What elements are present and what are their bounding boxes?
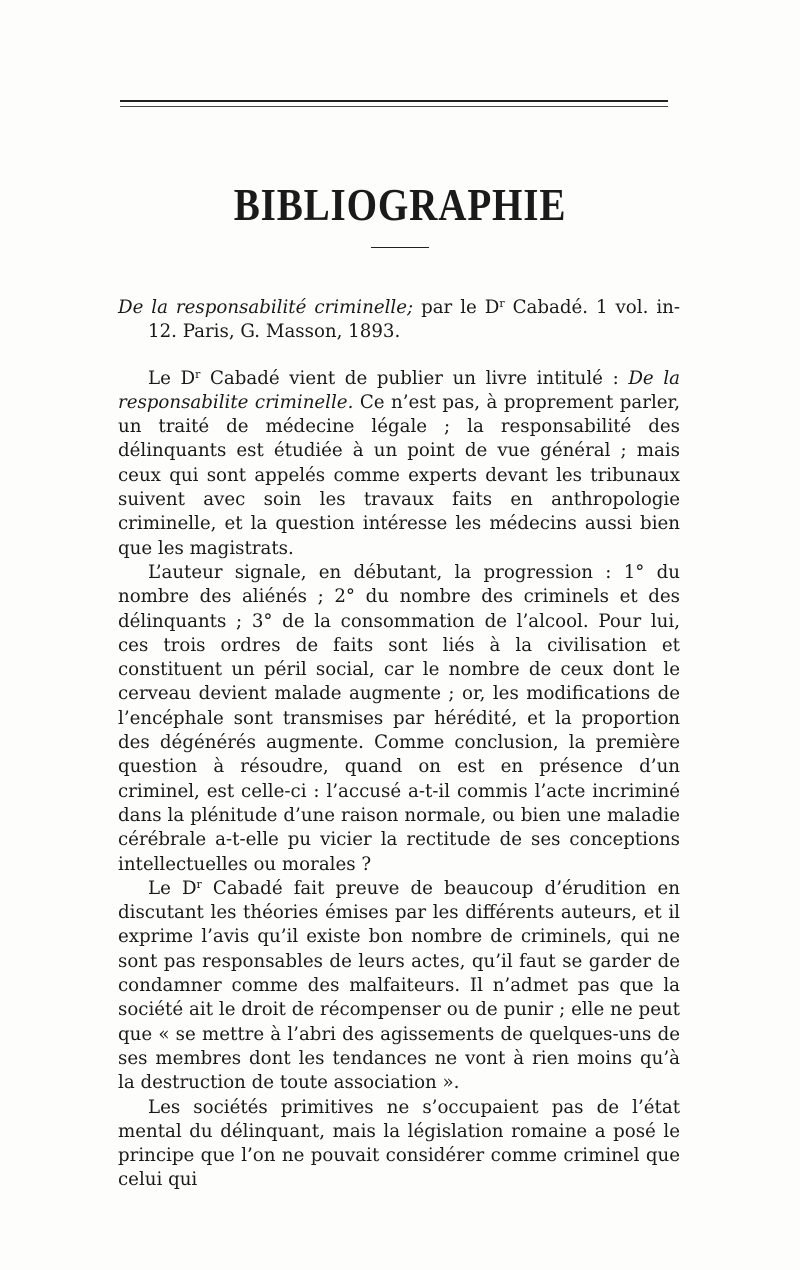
p1-end: Ce n’est pas, à proprement parler, un traité de médecine légale ; la responsabilité des délinquants est étudiée à un point de vue général ; mais ceux qui sont appelés comme experts devant les tribunaux suivent avec soin les travaux faits en anthropologie criminelle, et la question intéresse les médecins aussi bien que les magistrats. <box>118 391 680 559</box>
header-rule-thin <box>120 106 668 107</box>
p1-superscript: r <box>195 367 201 381</box>
book-reference <box>118 296 680 345</box>
paragraph-4: Les sociétés primitives ne s’occupaient pas de l’état mental du délinquant, mais la législation romaine a posé le principe que l’on ne pouvait considérer comme criminel que celui qui <box>118 1096 680 1191</box>
p3-end: Cabadé fait preuve de beaucoup d’érudition en discutant les théories émises par les différents auteurs, et il exprime l’avis qu’il existe bon nombre de criminels, qui ne sont pas responsables de leurs actes, qu’il faut se garder de condamner comme des malfaiteurs. Il n’admet pas que la société ait le droit de récompenser ou de punir ; elle ne peut que « se mettre à l’abri des agissements de quelques-uns de ses membres dont les tendances ne vont à rien moins qu’à la destruction de toute association ». <box>118 877 680 1094</box>
title-underline <box>371 247 429 248</box>
p3-superscript: r <box>196 877 202 891</box>
book-title: De la responsabilité criminelle; <box>118 297 414 318</box>
paragraph-3 <box>118 877 680 1096</box>
p1-middle: Cabadé vient de publier un livre intitulé : <box>200 367 629 389</box>
p1-start: Le D <box>148 367 196 389</box>
header-double-rule <box>120 100 668 114</box>
article-body <box>118 296 680 1193</box>
paragraph-1 <box>118 367 680 561</box>
reference-superscript: r <box>499 297 505 310</box>
reference-by: par le D <box>413 297 500 318</box>
p3-start: Le D <box>148 877 197 899</box>
reference-publication: Cabadé. 1 vol. in-12. Paris, G. Masson, 1893. <box>148 297 680 343</box>
header-rule-thick <box>120 100 668 102</box>
section-title: BIBLIOGRAPHIE <box>233 179 567 230</box>
p1-book-title: De la responsabilite criminelle. <box>118 367 680 413</box>
paragraph-2: L’auteur signale, en débutant, la progression : 1° du nombre des aliénés ; 2° du nombre des criminels et des délinquants ; 3° de la consommation de l’alcool. Pour lui, ces trois ordres de faits sont liés à la civilisation et constituent un péril social, car le nombre de ceux dont le cerveau devient malade augmente ; or, les modifications de l’encéphale sont transmises par hérédité, et la proportion des dégénérés augmente. Comme conclusion, la première question à résoudre, quand on est en présence d’un criminel, est celle-ci : l’accusé a-t-il commis l’acte incriminé dans la plénitude d’une raison normale, ou bien une maladie cérébrale a-t-elle pu vicier la rectitude de ses conceptions intellectuelles ou morales ? <box>118 561 680 875</box>
